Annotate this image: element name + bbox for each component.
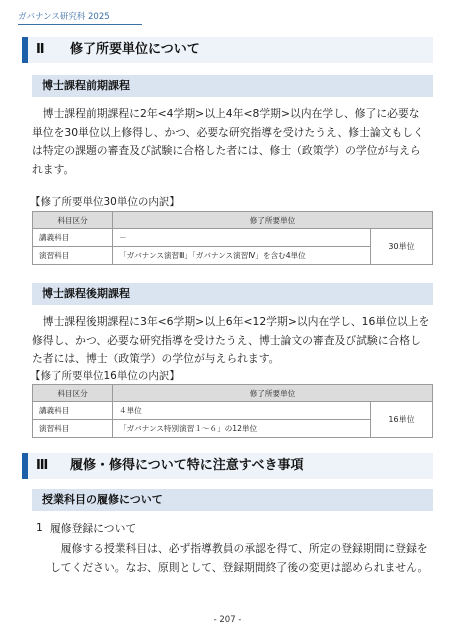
running-header: ガバナンス研究科 2025 xyxy=(18,12,110,22)
list-item-number: 1 xyxy=(36,521,43,534)
doctor-paragraph: 博士課程後期課程に3年<6学期>以上6年<12学期>以内在学し、16単位以上を修得し、かつ、必要な研究指導を受けたうえ、博士論文の審査及び試験に合格した者には、博士（政策学）の学位が与えられます。 xyxy=(32,315,430,365)
table-row xyxy=(33,402,433,420)
subheading-master: 博士課程前期課程 xyxy=(32,75,433,97)
page-number: - 207 - xyxy=(213,615,242,625)
master-table-caption: 【修了所要単位30単位の内訳】 xyxy=(30,196,180,208)
table-cell-requirement: 「ガバナンス演習Ⅲ」「ガバナンス演習Ⅳ」を含む4単位 xyxy=(113,247,371,265)
master-paragraph: 博士課程前期課程に2年<4学期>以上4年<8学期>以内在学し、修了に必要な単位を30単位以上修得し、かつ、必要な研究指導を受けたうえ、修士論文もしくは特定の課題の審査及び試験に合格した者には、修士（政策学）の学位が与えられます。 xyxy=(32,107,424,176)
table-header-category: 科目区分 xyxy=(33,385,113,402)
section-heading-2 xyxy=(22,37,433,63)
doctor-requirements-table xyxy=(32,384,433,438)
table-header-row xyxy=(33,385,433,402)
table-header-category: 科目区分 xyxy=(33,212,113,229)
table-cell-requirement: － xyxy=(113,229,371,247)
master-requirements-table xyxy=(32,211,433,265)
section-number: Ⅲ xyxy=(36,458,49,473)
subheading-course: 授業科目の履修について xyxy=(32,489,433,511)
subheading-doctor: 博士課程後期課程 xyxy=(32,283,433,305)
table-row xyxy=(33,229,433,247)
table-cell-category: 講義科目 xyxy=(33,229,113,247)
table-header-row xyxy=(33,212,433,229)
doctor-table-caption: 【修了所要単位16単位の内訳】 xyxy=(30,370,180,382)
table-cell-requirement: ４単位 xyxy=(113,402,371,420)
table-cell-total: 30単位 xyxy=(371,229,433,265)
table-header-requirement: 修了所要単位 xyxy=(113,385,433,402)
section-heading-3 xyxy=(22,453,433,479)
list-item-title: 履修登録について xyxy=(50,522,137,535)
list-item-body: 履修する授業科目は、必ず指導教員の承認を得て、所定の登録期間に登録をしてください。なお、原則として、登録期間終了後の変更は認められません。 xyxy=(50,542,429,574)
table-cell-requirement: 「ガバナンス特別演習１～６」の12単位 xyxy=(113,420,371,438)
table-header-requirement: 修了所要単位 xyxy=(113,212,433,229)
section-number: Ⅱ xyxy=(36,42,45,57)
table-cell-category: 講義科目 xyxy=(33,402,113,420)
table-cell-total: 16単位 xyxy=(371,402,433,438)
table-cell-category: 演習科目 xyxy=(33,247,113,265)
section-title: 修了所要単位について xyxy=(70,42,200,57)
table-cell-category: 演習科目 xyxy=(33,420,113,438)
header-rule xyxy=(18,24,142,25)
section-title: 履修・修得について特に注意すべき事項 xyxy=(70,458,304,473)
